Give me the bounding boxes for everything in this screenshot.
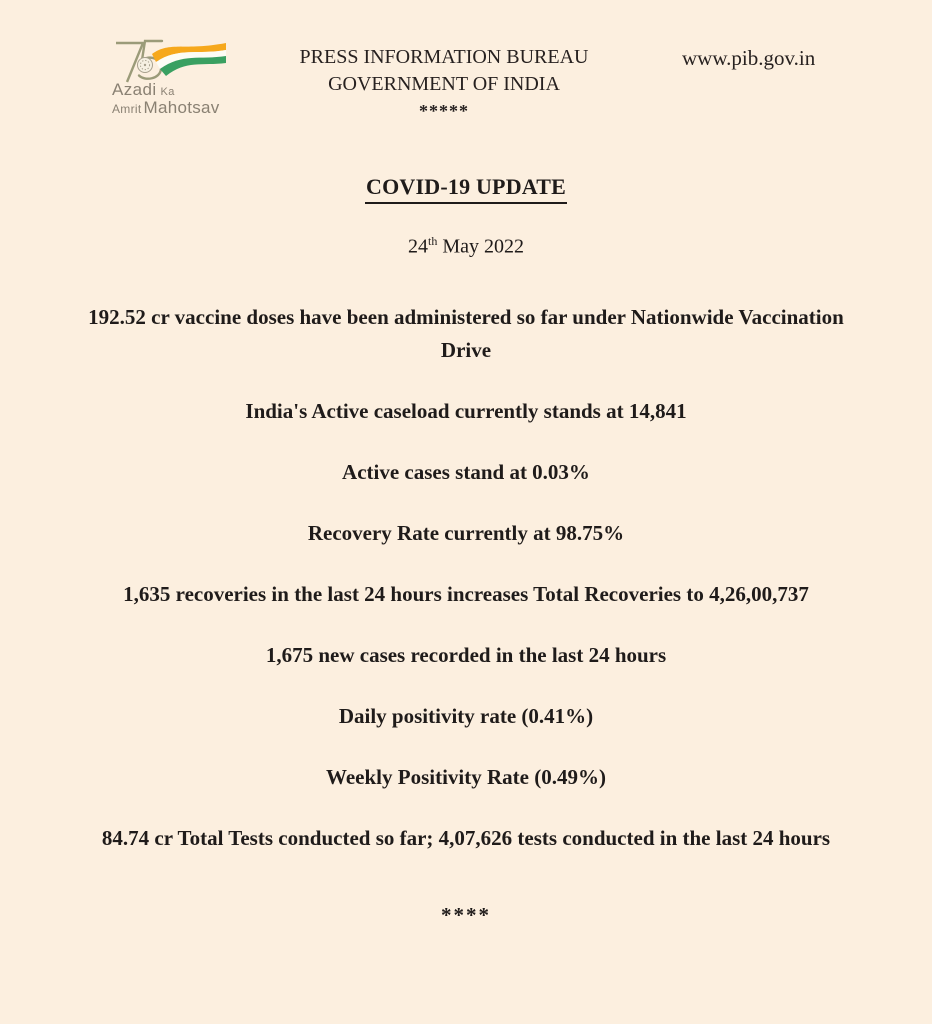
stat-recovery-rate: Recovery Rate currently at 98.75%: [307, 520, 625, 545]
org-country: GOVERNMENT OF INDIA: [328, 73, 560, 95]
header-separator-stars: *****: [419, 101, 469, 121]
stat-daily-positivity: Daily positivity rate (0.41%): [338, 703, 594, 728]
pib-website-link[interactable]: www.pib.gov.in: [682, 46, 816, 70]
date-ordinal-suffix: th: [427, 234, 438, 248]
logo-word-azadi: Azadi: [112, 80, 157, 99]
stat-recoveries: 1,635 recoveries in the last 24 hours increases Total Recoveries to 4,26,00,737: [123, 581, 809, 606]
azadi-ka-amrit-mahotsav-logo: [112, 36, 242, 117]
date-month-year: May 2022: [437, 235, 524, 258]
date-day: 24: [407, 235, 428, 258]
logo-word-mahotsav: Mahotsav: [143, 98, 220, 117]
logo-word-amrit: Amrit: [112, 102, 142, 116]
stats-list: [0, 301, 932, 855]
footer-separator-stars: ****: [441, 902, 491, 927]
header: [0, 0, 932, 121]
logo-word-ka: Ka: [160, 86, 175, 98]
notice-date: [0, 234, 932, 259]
header-org-block: [244, 44, 644, 125]
stat-active-caseload: India's Active caseload currently stands at 14,841: [245, 398, 687, 423]
page-title: COVID-19 UPDATE: [365, 174, 567, 204]
stat-total-tests: 84.74 cr Total Tests conducted so far; 4,07,626 tests conducted in the last 24 hours: [101, 825, 831, 850]
org-name: PRESS INFORMATION BUREAU: [299, 46, 589, 68]
logo-75-flag-icon: [112, 36, 230, 84]
stat-vaccine-doses: 192.52 cr vaccine doses have been administered so far under Nationwide Vaccination Drive: [88, 304, 844, 362]
notice-body: [0, 174, 932, 928]
stat-weekly-positivity: Weekly Positivity Rate (0.49%): [326, 764, 606, 789]
stat-active-percent: Active cases stand at 0.03%: [342, 459, 590, 484]
stat-new-cases: 1,675 new cases recorded in the last 24 hours: [265, 642, 667, 667]
logo-text-line2: [112, 100, 242, 117]
